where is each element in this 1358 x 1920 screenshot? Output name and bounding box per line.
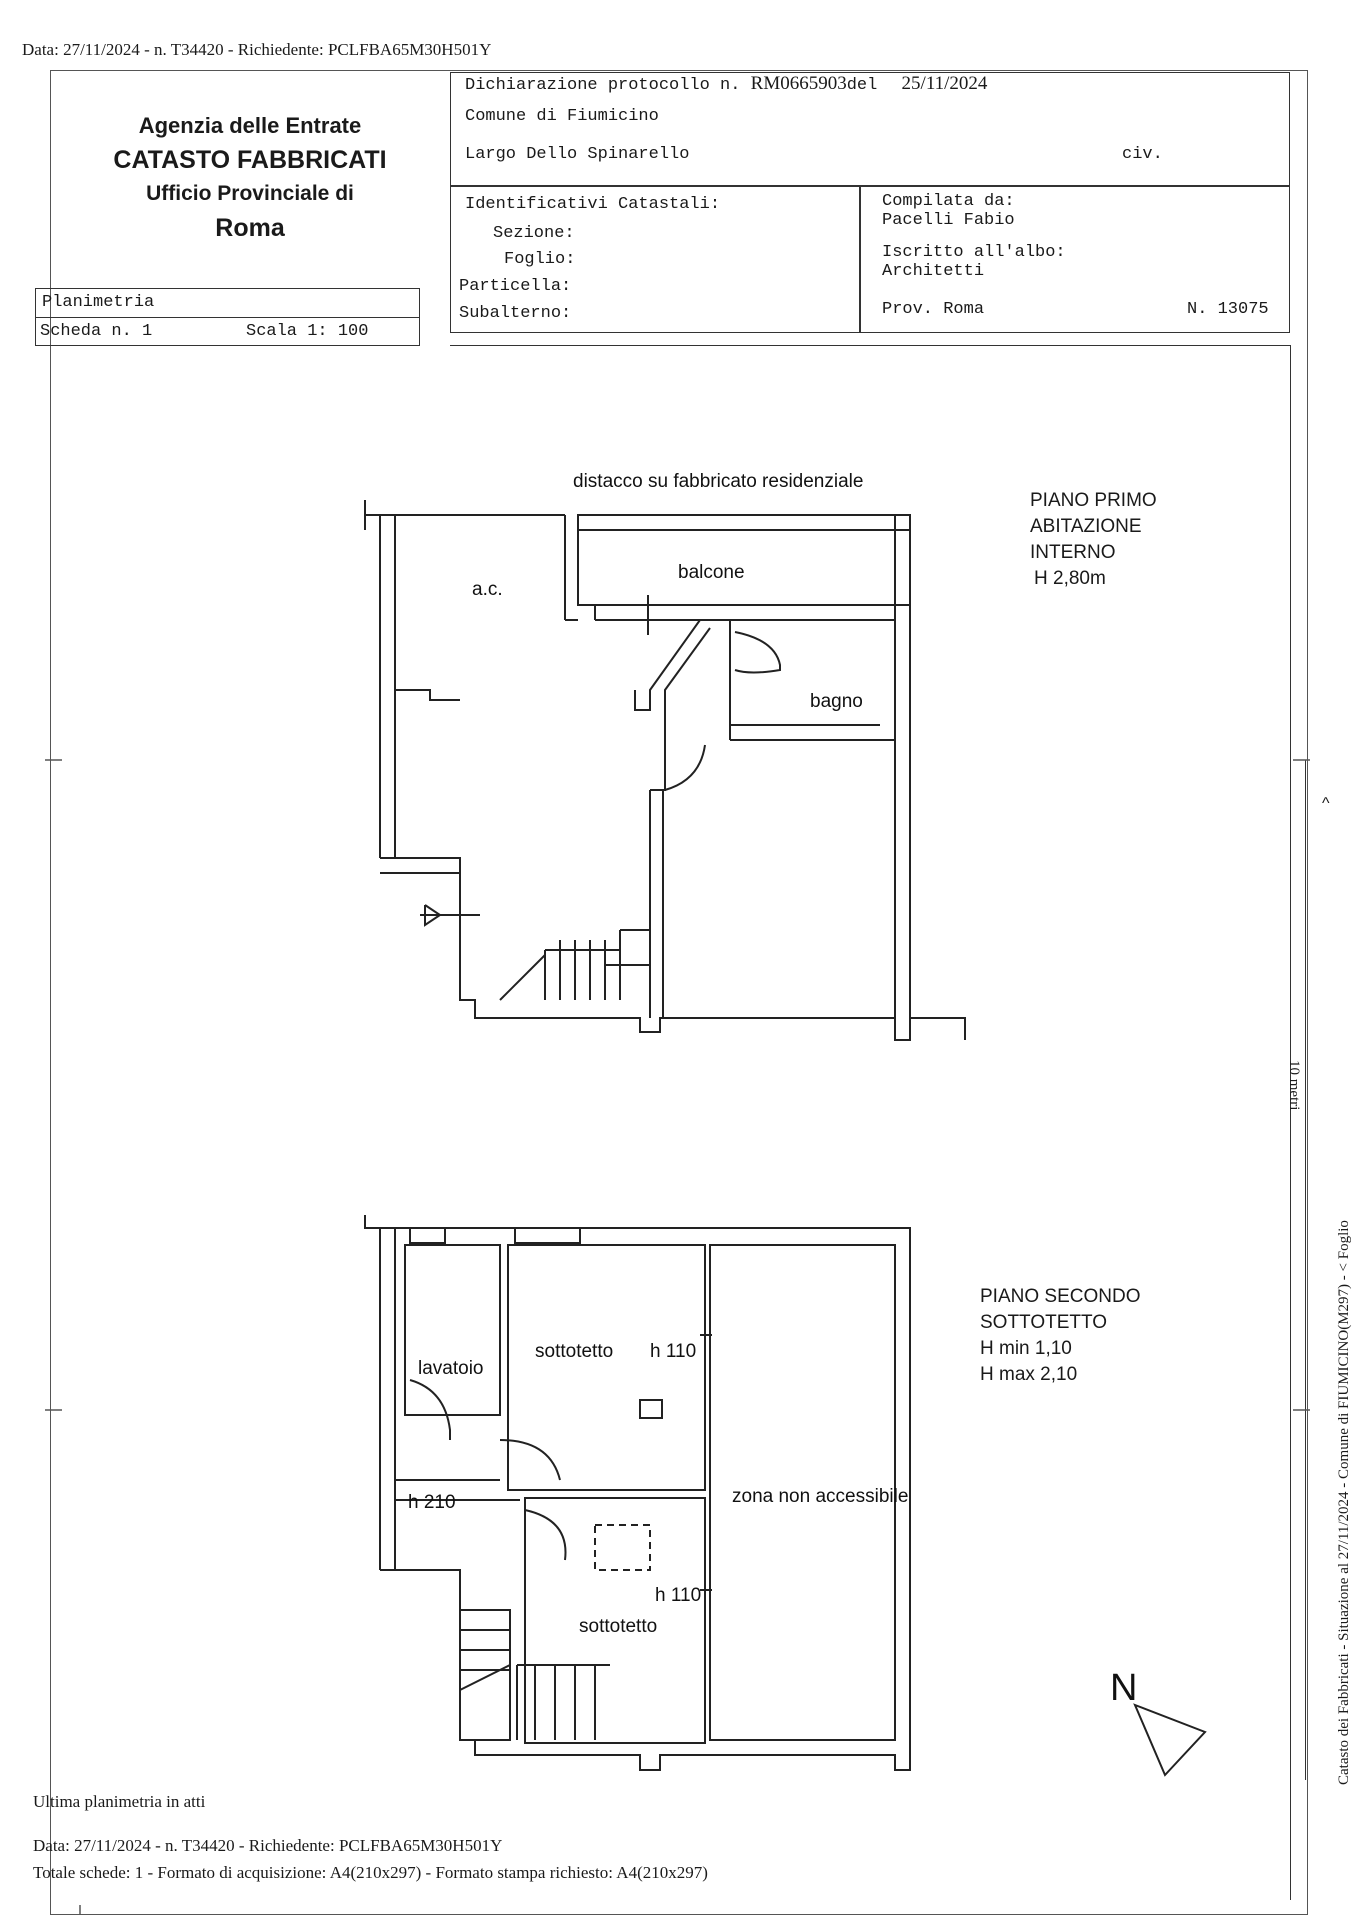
declaration-number: RM0665903	[750, 73, 847, 94]
floor2-title-line: H max 2,10	[980, 1364, 1078, 1385]
side-catasto-text: Catasto dei Fabbricati - Situazione al 27/11/2024 - Comune di FIUMICINO(M297) - < Foglio	[1336, 1220, 1352, 1785]
floor2-title-line: H min 1,10	[980, 1338, 1072, 1359]
declaration-label: Dichiarazione protocollo n.	[465, 76, 741, 95]
planimetria-label: Planimetria	[42, 293, 155, 312]
floor1-walls	[365, 500, 965, 1040]
albo-value: Architetti	[882, 262, 985, 281]
distacco-label: distacco su fabbricato residenziale	[573, 471, 864, 492]
foglio-label: Foglio:	[504, 250, 576, 269]
north-label: N	[1110, 1667, 1138, 1709]
compilata-name: Pacelli Fabio	[882, 211, 1015, 230]
declaration-del: del	[846, 76, 878, 95]
header-request-info: Data: 27/11/2024 - n. T34420 - Richiedente: PCLFBA65M30H501Y	[22, 40, 492, 59]
side-caret-icon: ^	[1322, 795, 1330, 812]
particella-label: Particella:	[459, 277, 572, 296]
agency-name: Agenzia delle Entrate	[138, 113, 362, 138]
floor1-title-line: H 2,80m	[1034, 568, 1106, 589]
address-text: Largo Dello Spinarello	[465, 145, 690, 164]
compilata-label: Compilata da:	[882, 192, 1015, 211]
albo-label: Iscritto all'albo:	[882, 243, 1066, 262]
ufficio-city: Roma	[215, 214, 285, 242]
floor1-title-line: INTERNO	[1030, 542, 1116, 563]
declaration-date: 25/11/2024	[901, 73, 988, 94]
height-h210-label: h 210	[408, 1492, 456, 1513]
room-lavatoio-label: lavatoio	[418, 1358, 484, 1379]
comune-text: Comune di Fiumicino	[465, 107, 659, 126]
floor2-title	[980, 1284, 1140, 1388]
civ-label: civ.	[1122, 145, 1163, 164]
room-bagno-label: bagno	[810, 691, 863, 712]
floor1-title-line: PIANO PRIMO	[1030, 490, 1157, 511]
footer-totale: Totale schede: 1 - Formato di acquisizione: A4(210x297) - Formato stampa richiesto: A4(210x297)	[33, 1863, 708, 1882]
scheda-number: Scheda n. 1	[40, 322, 153, 341]
floor1-title	[1030, 488, 1157, 592]
height-h110-top-label: h 110	[650, 1341, 697, 1362]
floor2-title-line: PIANO SECONDO	[980, 1286, 1141, 1307]
room-sottotetto-bottom-label: sottotetto	[579, 1616, 658, 1637]
room-balcone-label: balcone	[678, 562, 745, 583]
identificativi-title: Identificativi Catastali:	[465, 195, 721, 214]
footer-request-info: Data: 27/11/2024 - n. T34420 - Richiedente: PCLFBA65M30H501Y	[33, 1836, 503, 1855]
height-h110-bottom-label: h 110	[655, 1585, 702, 1606]
room-zona-label: zona non accessibile	[732, 1486, 909, 1507]
footer-ultima: Ultima planimetria in atti	[33, 1792, 206, 1811]
north-arrow	[1135, 1705, 1205, 1775]
room-sottotetto-top-label: sottotetto	[535, 1341, 614, 1362]
prov-label: Prov. Roma	[882, 300, 985, 319]
floor1-title-line: ABITAZIONE	[1030, 516, 1142, 537]
registration-number: N. 13075	[1187, 300, 1269, 319]
scale-label: Scala 1: 100	[246, 322, 369, 341]
catasto-title: CATASTO FABBRICATI	[113, 146, 387, 174]
side-scale-text: 10 metri	[1286, 1060, 1302, 1111]
ufficio-label: Ufficio Provinciale di	[146, 182, 354, 205]
floor2-title-line: SOTTOTETTO	[980, 1312, 1108, 1333]
subalterno-label: Subalterno:	[459, 304, 572, 323]
room-ac-label: a.c.	[472, 579, 503, 600]
sezione-label: Sezione:	[493, 224, 575, 243]
